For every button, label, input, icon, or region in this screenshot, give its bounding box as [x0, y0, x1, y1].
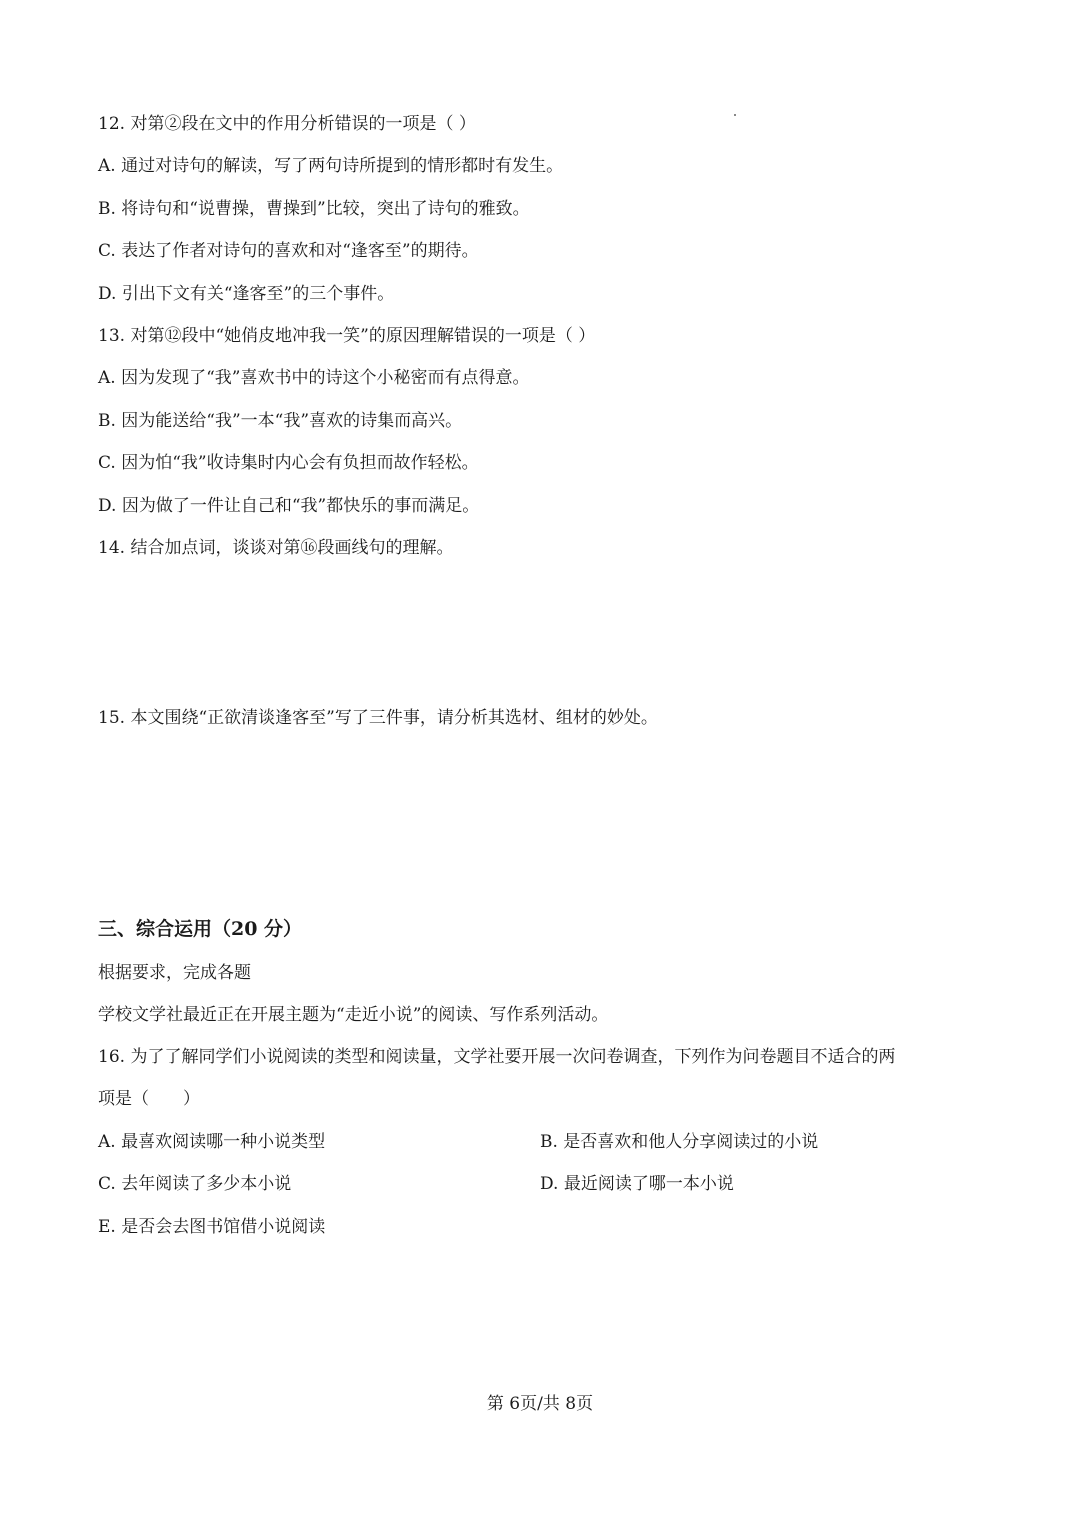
- page-number: 第 6页/共 8页: [486, 1394, 594, 1414]
- q13-option-c: C. 因为怕“我”收诗集时内心会有负担而故作轻松。: [98, 453, 479, 473]
- q12-option-b: B. 将诗句和“说曹操，曹操到”比较，突出了诗句的雅致。: [98, 199, 530, 219]
- section-3-instruction: 根据要求，完成各题: [98, 963, 251, 983]
- q13-option-d: D. 因为做了一件让自己和“我”都快乐的事而满足。: [98, 496, 480, 516]
- q13-stem: 13. 对第⑫段中“她俏皮地冲我一笑”的原因理解错误的一项是（ ）: [98, 326, 596, 346]
- q12-option-c: C. 表达了作者对诗句的喜欢和对“逢客至”的期待。: [98, 241, 479, 261]
- section-3-intro: 学校文学社最近正在开展主题为“走近小说”的阅读、写作系列活动。: [98, 1005, 609, 1025]
- q16-option-e: E. 是否会去图书馆借小说阅读: [98, 1217, 326, 1237]
- q16-option-d: D. 最近阅读了哪一本小说: [540, 1174, 734, 1194]
- q13-option-b: B. 因为能送给“我”一本“我”喜欢的诗集而高兴。: [98, 411, 463, 431]
- section-3-title: 三、综合运用（20 分）: [98, 918, 303, 940]
- q12-option-a: A. 通过对诗句的解读，写了两句诗所提到的情形都时有发生。: [98, 156, 564, 176]
- q12-option-d: D. 引出下文有关“逢客至”的三个事件。: [98, 284, 395, 304]
- q14-stem: 14. 结合加点词，谈谈对第⑯段画线句的理解。: [98, 538, 454, 558]
- q16-option-a: A. 最喜欢阅读哪一种小说类型: [98, 1132, 326, 1152]
- q16-option-c: C. 去年阅读了多少本小说: [98, 1174, 292, 1194]
- scan-speck: [734, 114, 736, 116]
- q15-stem: 15. 本文围绕“正欲清谈逢客至”写了三件事，请分析其选材、组材的妙处。: [98, 708, 658, 728]
- q16-stem-line1: 16. 为了了解同学们小说阅读的类型和阅读量，文学社要开展一次问卷调查，下列作为问卷题目不适合的两: [98, 1047, 896, 1067]
- q16-option-b: B. 是否喜欢和他人分享阅读过的小说: [540, 1132, 819, 1152]
- q13-option-a: A. 因为发现了“我”喜欢书中的诗这个小秘密而有点得意。: [98, 368, 530, 388]
- q12-stem: 12. 对第②段在文中的作用分析错误的一项是（ ）: [98, 114, 476, 134]
- q16-stem-line2: 项是（ ）: [98, 1089, 200, 1109]
